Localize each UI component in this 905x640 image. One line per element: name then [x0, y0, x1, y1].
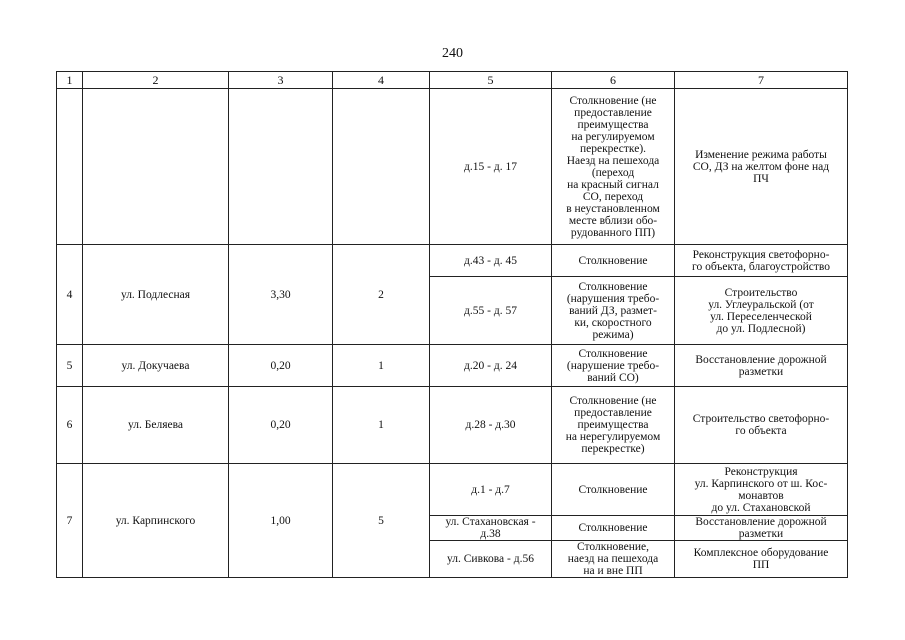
header-row — [57, 72, 848, 89]
count-cell: 1 — [333, 387, 430, 464]
measure-cell: Реконструкция ул. Карпинского от ш. Кос- монавтов до ул. Стахановской — [675, 464, 848, 516]
row-number-cell: 7 — [57, 464, 83, 578]
segment-cell: д.1 - д.7 — [430, 464, 552, 516]
table-row — [57, 345, 848, 387]
accident-type-cell: Столкновение, наезд на пешехода на и вне ПП — [552, 541, 675, 578]
row-number-cell — [57, 89, 83, 245]
measure-cell: Восстановление дорожной разметки — [675, 516, 848, 541]
header-cell: 6 — [552, 72, 675, 89]
header-cell: 2 — [83, 72, 229, 89]
header-cell: 1 — [57, 72, 83, 89]
length-cell: 0,20 — [229, 387, 333, 464]
length-cell: 0,20 — [229, 345, 333, 387]
accident-type-cell: Столкновение — [552, 516, 675, 541]
length-cell: 1,00 — [229, 464, 333, 578]
accident-type-cell: Столкновение — [552, 245, 675, 277]
page-number: 240 — [442, 46, 463, 61]
header-cell: 3 — [229, 72, 333, 89]
segment-cell: ул. Стахановская - д.38 — [430, 516, 552, 541]
header-cell: 7 — [675, 72, 848, 89]
accident-type-cell: Столкновение — [552, 464, 675, 516]
table-row — [57, 464, 848, 516]
measure-cell: Реконструкция светофорно- го объекта, благоустройство — [675, 245, 848, 277]
measure-cell: Изменение режима работы СО, ДЗ на желтом фоне над ПЧ — [675, 89, 848, 245]
accident-type-cell: Столкновение (не предоставление преимущества на нерегулируемом перекрестке) — [552, 387, 675, 464]
count-cell: 5 — [333, 464, 430, 578]
measure-cell: Восстановление дорожной разметки — [675, 345, 848, 387]
accident-type-cell: Столкновение (нарушения требо- ваний ДЗ, размет- ки, скоростного режима) — [552, 277, 675, 345]
segment-cell: д.55 - д. 57 — [430, 277, 552, 345]
segment-cell: д.20 - д. 24 — [430, 345, 552, 387]
row-number-cell: 5 — [57, 345, 83, 387]
segment-cell: д.28 - д.30 — [430, 387, 552, 464]
length-cell: 3,30 — [229, 245, 333, 345]
accident-type-cell: Столкновение (нарушение требо- ваний СО) — [552, 345, 675, 387]
row-number-cell: 4 — [57, 245, 83, 345]
table-row — [57, 89, 848, 245]
length-cell — [229, 89, 333, 245]
measure-cell: Комплексное оборудование ПП — [675, 541, 848, 578]
measure-cell: Строительство светофорно- го объекта — [675, 387, 848, 464]
street-cell: ул. Беляева — [83, 387, 229, 464]
segment-cell: д.15 - д. 17 — [430, 89, 552, 245]
row-number-cell: 6 — [57, 387, 83, 464]
accident-type-cell: Столкновение (не предоставление преимущества на регулируемом перекрестке). Наезд на пешехода (переход на красный сигнал СО, переход в неустановленном месте вблизи обо- рудованного ПП) — [552, 89, 675, 245]
street-cell: ул. Подлесная — [83, 245, 229, 345]
street-cell: ул. Карпинского — [83, 464, 229, 578]
count-cell: 2 — [333, 245, 430, 345]
count-cell — [333, 89, 430, 245]
street-cell: ул. Докучаева — [83, 345, 229, 387]
header-cell: 5 — [430, 72, 552, 89]
count-cell: 1 — [333, 345, 430, 387]
table-row — [57, 387, 848, 464]
road-safety-table — [56, 71, 848, 578]
measure-cell: Строительство ул. Углеуральской (от ул. Переселенческой до ул. Подлесной) — [675, 277, 848, 345]
segment-cell: ул. Сивкова - д.56 — [430, 541, 552, 578]
header-cell: 4 — [333, 72, 430, 89]
table-row — [57, 245, 848, 277]
street-cell — [83, 89, 229, 245]
segment-cell: д.43 - д. 45 — [430, 245, 552, 277]
